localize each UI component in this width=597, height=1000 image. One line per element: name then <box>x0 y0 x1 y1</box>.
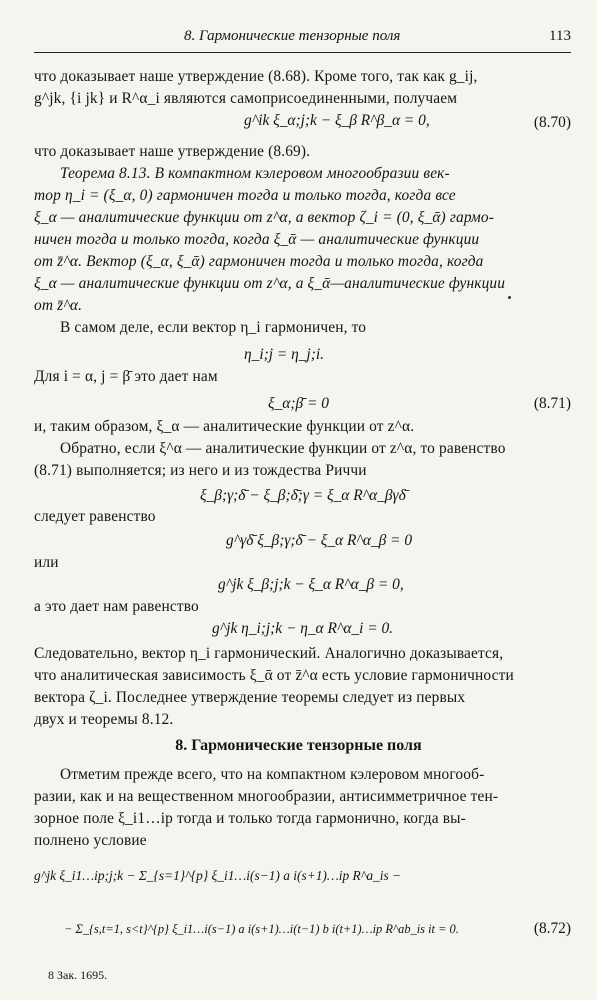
text-line: разии, как и на вещественном многообразии, антисимметричное тен- <box>34 788 499 805</box>
text-line: а это дает нам равенство <box>34 598 199 615</box>
text-line: Обратно, если ξ^α — аналитические функции от z^α, то равенство <box>60 440 506 457</box>
formula-8-72-part2: − Σ_{s,t=1, s<t}^{p} ξ_i1…i(s−1) a i(s+1)…i(t−1) b i(t+1)…ip R^ab_is it = 0. <box>64 922 459 936</box>
text-line: (8.71) выполняется; из него и из тождества Риччи <box>34 462 367 479</box>
formula-8-72-part1: g^jk ξ_i1…ip;j;k − Σ_{s=1}^{p} ξ_i1…i(s−1) a i(s+1)…ip R^a_is − <box>34 868 402 883</box>
formula: g^jk ξ_β;j;k − ξ_α R^α_β = 0, <box>218 576 404 593</box>
equation-number: (8.70) <box>533 114 571 131</box>
text-line: что доказывает наше утверждение (8.68). Кроме того, так как g_ij, <box>34 68 478 85</box>
text-line: Отметим прежде всего, что на компактном кэлеровом многооб- <box>60 766 485 783</box>
section-heading: 8. Гармонические тензорные поля <box>175 737 422 754</box>
text-line: что аналитическая зависимость ξ_ᾱ от z̄^α есть условие гармоничности <box>34 667 514 684</box>
text-line: В самом деле, если вектор η_i гармоничен, то <box>60 319 367 336</box>
theorem-line: ξ_α — аналитические функции от z^α, а вектор ζ_i = (0, ξ_ᾱ) гармо- <box>34 209 494 226</box>
theorem-line: тор η_i = (ξ_α, 0) гармоничен тогда и только тогда, когда все <box>34 187 456 204</box>
page-number: 113 <box>549 28 571 44</box>
text-line: зорное поле ξ_i1…ip тогда и только тогда гармонично, когда вы- <box>34 810 466 827</box>
theorem-line: от z̄^α. <box>34 297 83 314</box>
formula: ξ_β;γ;δ̄ − ξ_β;δ̄;γ = ξ_α R^α_βγδ̄ <box>200 487 406 504</box>
equation-number: (8.71) <box>533 395 571 412</box>
text-line: Для i = α, j = β̄ это дает нам <box>34 368 218 385</box>
theorem-line: ξ_α — аналитические функции от z^α, а ξ_ᾱ—аналитические функции <box>34 275 506 292</box>
theorem-line: Теорема 8.13. В компактном кэлеровом многообразии век- <box>60 165 450 182</box>
formula-8-71: ξ_α;β̄ = 0 <box>268 395 329 412</box>
text-line: вектора ζ_i. Последнее утверждение теоремы следует из первых <box>34 689 466 706</box>
text-line: следует равенство <box>34 508 156 525</box>
text-line: или <box>34 554 59 571</box>
text-line: полнено условие <box>34 832 147 849</box>
print-signature: 8 Зак. 1695. <box>48 968 108 982</box>
formula: g^γδ̄ ξ_β;γ;δ̄ − ξ_α R^α_β = 0 <box>226 532 413 549</box>
theorem-line: ничен тогда и только тогда, когда ξ_ᾱ — аналитические функции <box>34 231 480 248</box>
formula: η_i;j = η_j;i. <box>244 346 324 363</box>
text-line: Следовательно, вектор η_i гармонический. Аналогично доказывается, <box>34 645 504 662</box>
text-line: что доказывает наше утверждение (8.69). <box>34 143 311 160</box>
text-line: g^jk, {i jk} и R^α_i являются самоприсоединенными, получаем <box>34 90 458 107</box>
text-line: двух и теоремы 8.12. <box>34 711 174 728</box>
theorem-line: от z̄^α. Вектор (ξ_α, ξ_ᾱ) гармоничен тогда и только тогда, когда <box>34 253 484 270</box>
formula-8-70: g^ik ξ_α;j;k − ξ_β R^β_α = 0, <box>244 112 430 129</box>
text-line: и, таким образом, ξ_α — аналитические функции от z^α. <box>34 418 415 435</box>
formula: g^jk η_i;j;k − η_α R^α_i = 0. <box>212 620 394 637</box>
running-title: 8. Гармонические тензорные поля <box>184 28 401 44</box>
print-speck <box>508 296 511 299</box>
equation-number: (8.72) <box>533 920 571 937</box>
page-header <box>34 28 571 53</box>
